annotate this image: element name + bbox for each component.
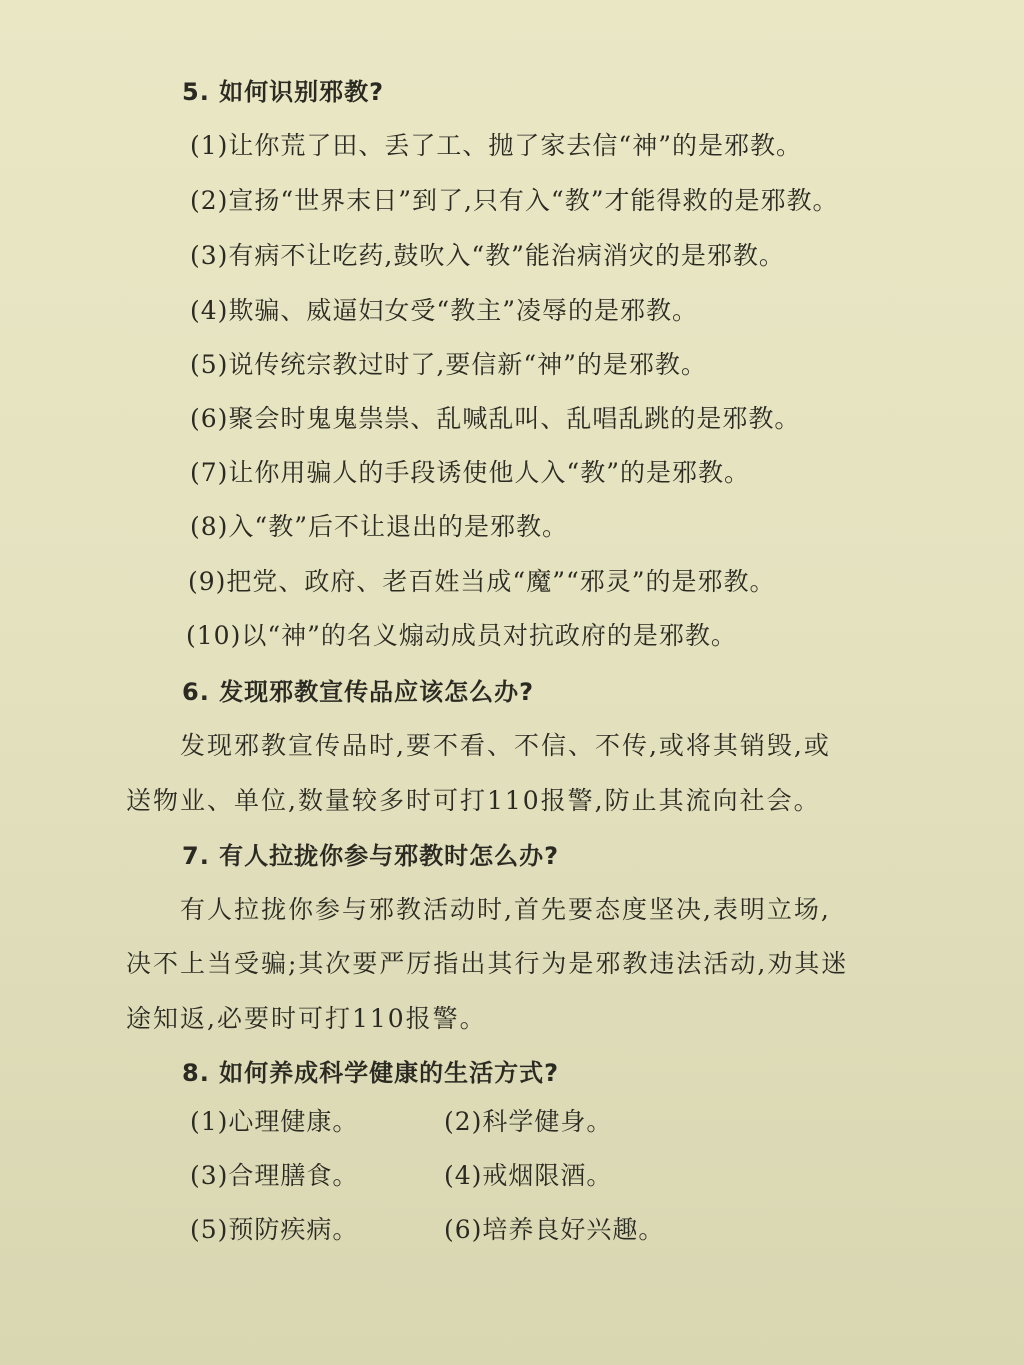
section-5-item-9: (9)把党、政府、老百姓当成“魔”“邪灵”的是邪教。	[188, 567, 776, 596]
section-5-item-10: (10)以“神”的名义煽动成员对抗政府的是邪教。	[186, 621, 737, 650]
section-8-item-6: (6)培养良好兴趣。	[444, 1215, 665, 1244]
section-8-heading: 8. 如何养成科学健康的生活方式?	[182, 1059, 560, 1087]
section-5-item-3: (3)有病不让吃药,鼓吹入“教”能治病消灾的是邪教。	[190, 241, 785, 270]
section-5-item-7: (7)让你用骗人的手段诱使他人入“教”的是邪教。	[190, 458, 750, 487]
section-5-item-5: (5)说传统宗教过时了,要信新“神”的是邪教。	[190, 350, 707, 379]
section-8-item-2: (2)科学健身。	[444, 1107, 613, 1136]
section-6-paragraph-line-2: 送物业、单位,数量较多时可打110报警,防止其流向社会。	[126, 786, 821, 815]
section-8-item-1: (1)心理健康。	[190, 1107, 359, 1136]
section-7-paragraph-line-1: 有人拉拢你参与邪教活动时,首先要态度坚决,表明立场,	[180, 895, 831, 924]
section-7-heading: 7. 有人拉拢你参与邪教时怎么办?	[182, 842, 560, 870]
section-8-item-3: (3)合理膳食。	[190, 1161, 359, 1190]
section-5-item-2: (2)宣扬“世界末日”到了,只有入“教”才能得救的是邪教。	[190, 186, 839, 215]
section-5-heading: 5. 如何识别邪教?	[182, 78, 385, 106]
section-8-item-5: (5)预防疾病。	[190, 1215, 359, 1244]
section-7-paragraph-line-3: 途知返,必要时可打110报警。	[126, 1004, 487, 1033]
section-5-item-1: (1)让你荒了田、丢了工、抛了家去信“神”的是邪教。	[190, 131, 802, 160]
section-5-item-8: (8)入“教”后不让退出的是邪教。	[190, 512, 568, 541]
section-7-paragraph-line-2: 决不上当受骗;其次要严厉指出其行为是邪教违法活动,劝其迷	[126, 949, 849, 978]
section-6-heading: 6. 发现邪教宣传品应该怎么办?	[182, 678, 535, 706]
section-8-item-4: (4)戒烟限酒。	[444, 1161, 613, 1190]
section-5-item-6: (6)聚会时鬼鬼祟祟、乱喊乱叫、乱唱乱跳的是邪教。	[190, 404, 801, 433]
section-6-paragraph-line-1: 发现邪教宣传品时,要不看、不信、不传,或将其销毁,或	[180, 731, 831, 760]
section-5-item-4: (4)欺骗、威逼妇女受“教主”凌辱的是邪教。	[190, 296, 698, 325]
